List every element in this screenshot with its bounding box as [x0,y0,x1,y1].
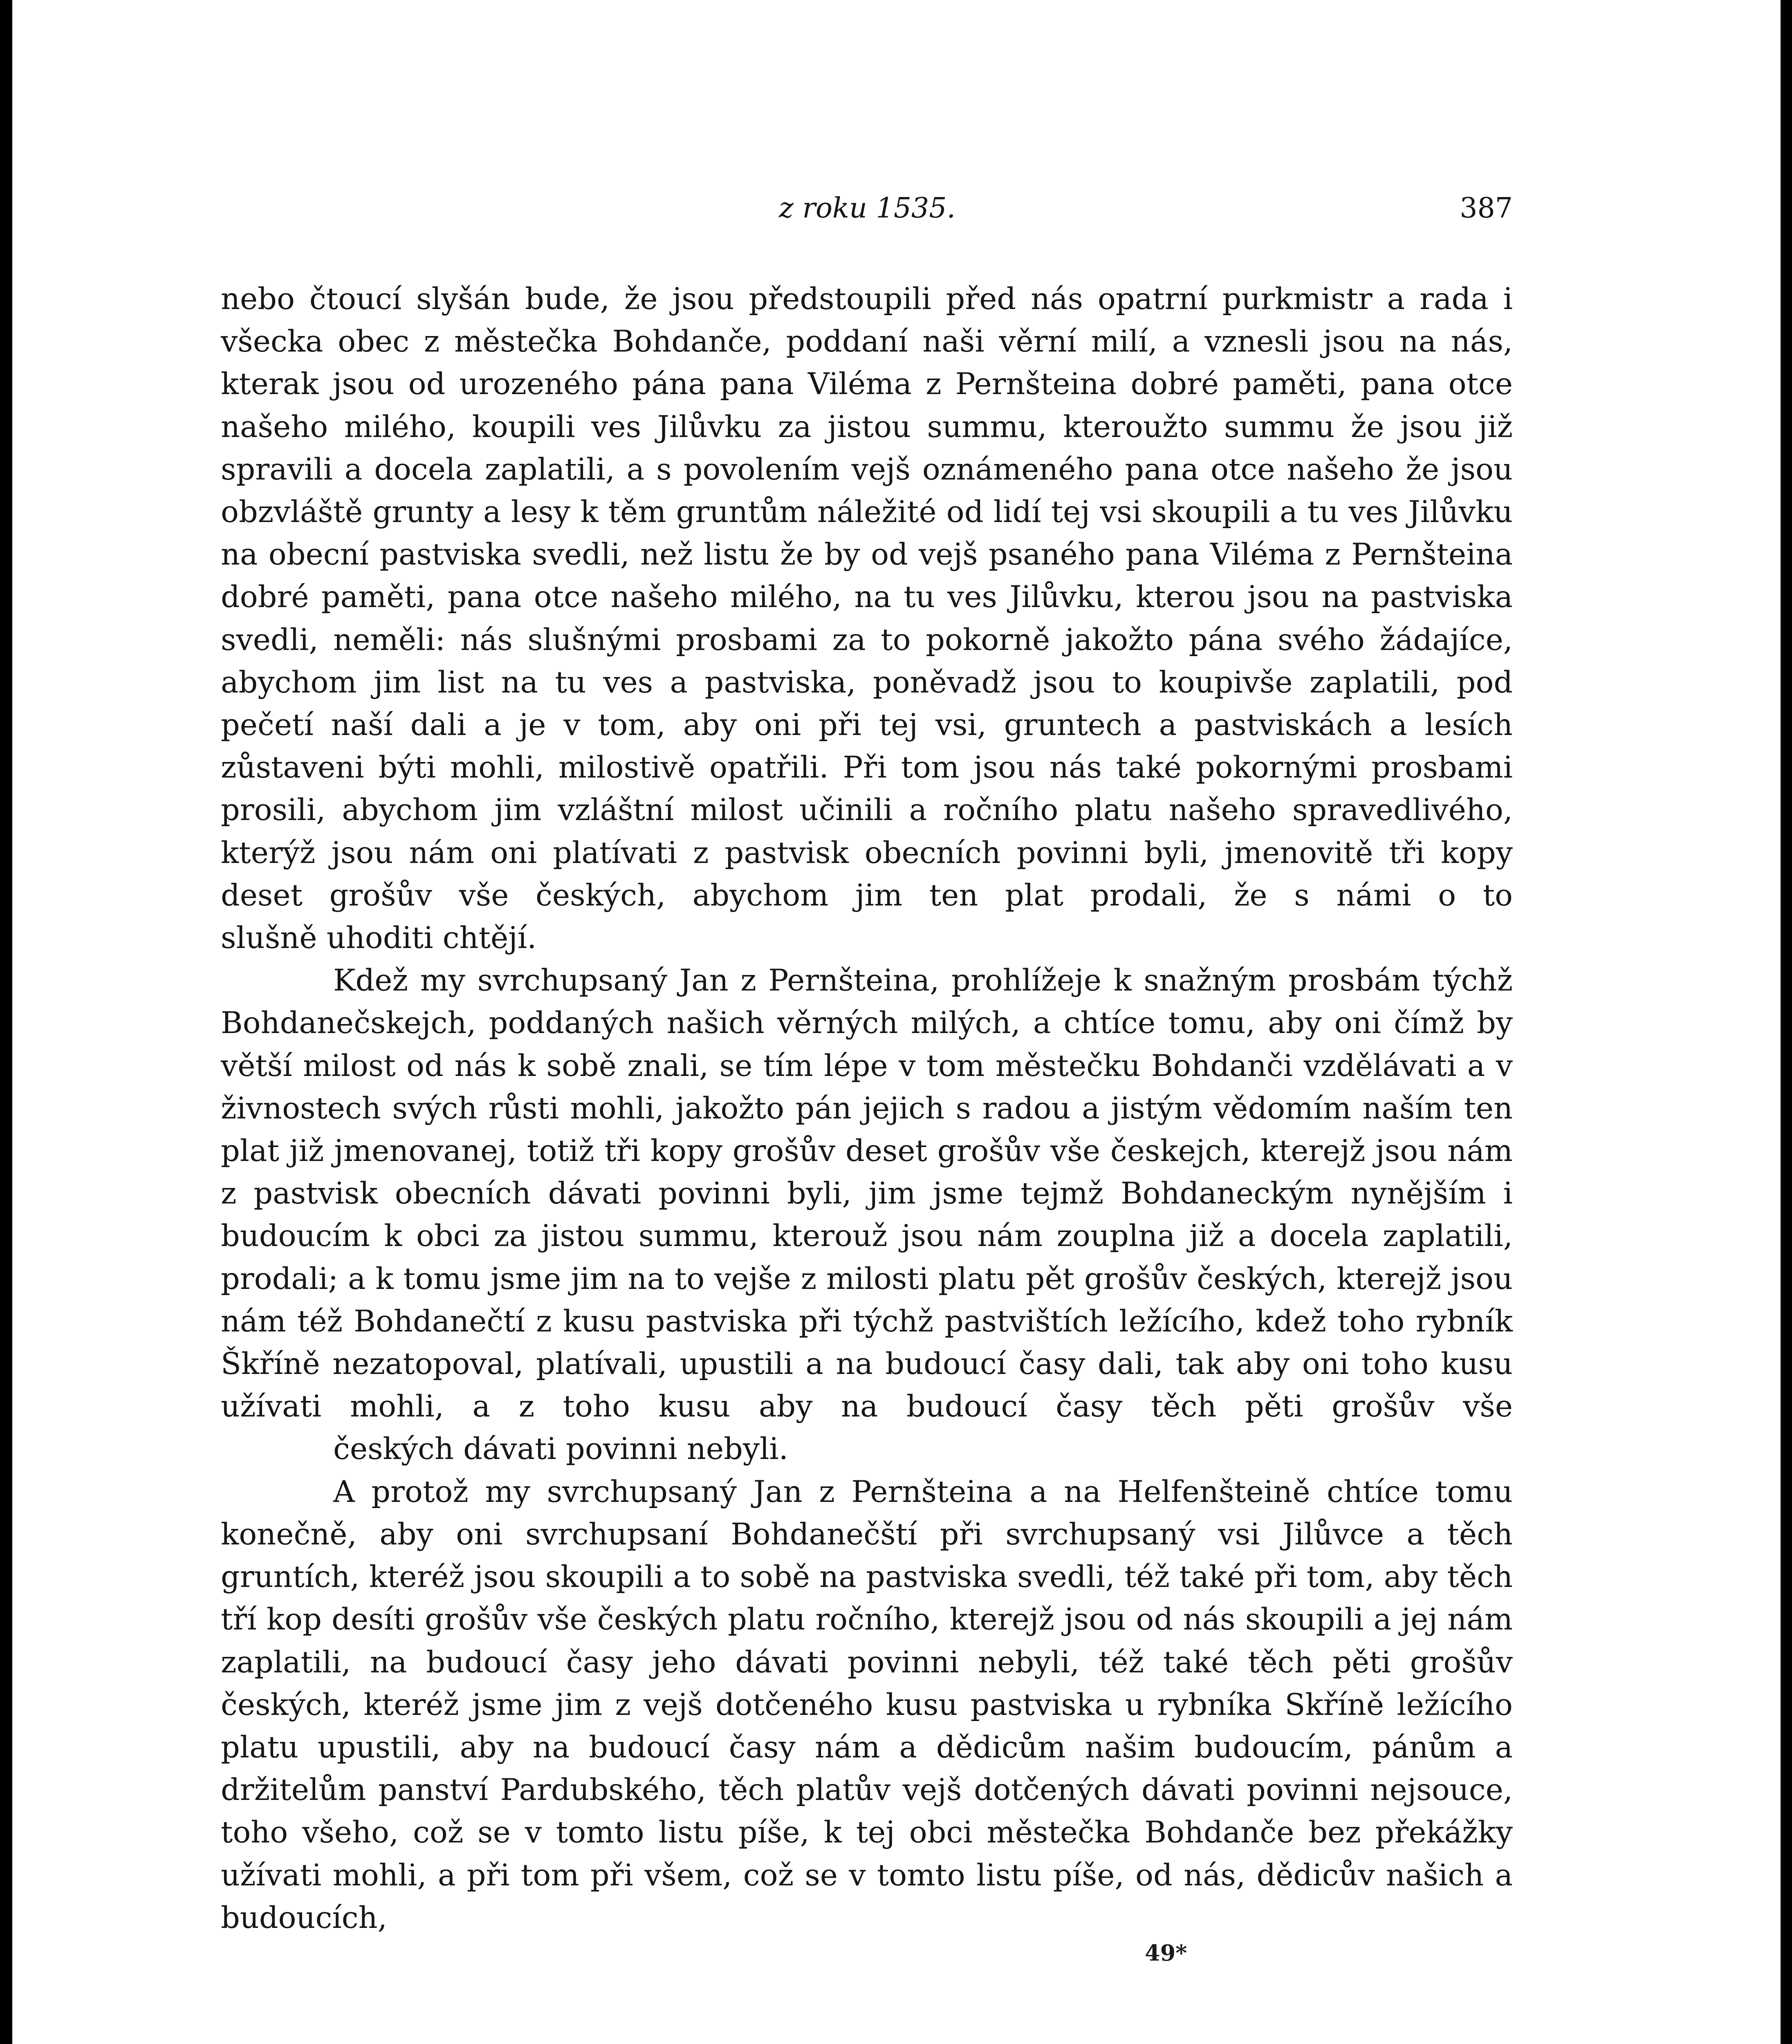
running-header [221,176,1513,233]
page-number: 387 [1460,192,1513,224]
paragraph-2-last-line: českých dávati povinni nebyli. [333,1432,788,1467]
paragraph-1 [221,278,1513,959]
scan-border-right [1781,0,1792,2044]
paragraph-1-last-line: slušně uhoditi chtějí. [221,921,537,956]
paragraph-2 [221,959,1513,1470]
running-title: z roku 1535. [779,192,956,224]
scan-border-left [0,0,12,2044]
document-page [221,176,1513,1939]
paragraph-3-text: A protož my svrchupsaný Jan z Pernšteina a na Helfenšteině chtíce tomu konečně, aby oni svrchupsaní Bohdanečští při svrchupsaný vsi Jilůvce a těch gruntích, kteréž jsou skoupili a to sobě na pastviska svedli, též také při tom, aby těch tří kop desíti grošův vše českých platu ročního, kterejž jsou od nás skoupili a jej nám zaplatili, na budoucí časy jeho dávati povinni nebyli, též také těch pěti grošův českých, kteréž jsme jim z vejš dotčeného kusu pastviska u rybníka Skříně ležícího platu upustili, aby na budoucí časy nám a dědicům našim budoucím, pánům a držitelům panství Pardubského, těch platův vejš dotčených dávati povinni nejsouce, toho všeho, což se v tomto listu píše, k tej obci městečka Bohdanče bez překážky užívati mohli, a při tom při všem, což se v tomto listu píše, od nás, dědicův našich a budoucích, [221,1474,1513,1935]
paragraph-3 [221,1471,1513,1939]
paragraph-1-text: nebo čtoucí slyšán bude, že jsou předstoupili před nás opatrní purkmistr a rada i všecka obec z městečka Bohdanče, poddaní naši věrní milí, a vznesli jsou na nás, kterak jsou od urozeného pána pana Viléma z Pernšteina dobré paměti, pana otce našeho milého, koupili ves Jilůvku za jistou summu, kteroužto summu že jsou již spravili a docela zaplatili, a s povolením vejš oznámeného pana otce našeho že jsou obzvláště grunty a lesy k těm gruntům náležité od lidí tej vsi skoupili a tu ves Jilůvku na obecní pastviska svedli, než listu že by od vejš psaného pana Viléma z Pernšteina dobré paměti, pana otce našeho milého, na tu ves Jilůvku, kterou jsou na pastviska svedli, neměli: nás slušnými prosbami za to pokorně jakožto pána svého žádajíce, abychom jim list na tu ves a pastviska, poněvadž jsou to koupivše zaplatili, pod pečetí naší dali a je v tom, aby oni při tej vsi, gruntech a pastviskách a lesích zůstaveni býti mohli, milostivě opatřili. Při tom jsou nás také pokornými prosbami prosili, abychom jim vzláštní milost učinili a ročního platu našeho spravedlivého, kterýž jsou nám oni platívati z pastvisk obecních povinni byli, jmenovitě tři kopy deset grošův vše českých, abychom jim ten plat prodali, že s námi o to [221,282,1513,913]
paragraph-2-text: Kdež my svrchupsaný Jan z Pernšteina, prohlížeje k snažným prosbám týchž Bohdanečskejch, poddaných našich věrných milých, a chtíce tomu, aby oni čímž by větší milost od nás k sobě znali, se tím lépe v tom městečku Bohdanči vzdělávati a v živnostech svých růsti mohli, jakožto pán jejich s radou a jistým vědomím naším ten plat již jmenovanej, totiž tři kopy grošův deset grošův vše českejch, kterejž jsou nám z pastvisk obecních dávati povinni byli, jim jsme tejmž Bohdaneckým nynějším i budoucím k obci za jistou summu, kterouž jsou nám zouplna již a docela zaplatili, prodali; a k tomu jsme jim na to vejše z milosti platu pět grošův českých, kterejž jsou nám též Bohdanečtí z kusu pastviska při týchž pastvištích ležícího, kdež toho rybník Škříně nezatopoval, platívali, upustili a na budoucí časy dali, tak aby oni toho kusu užívati mohli, a z toho kusu aby na budoucí časy těch pěti grošův vše [221,963,1513,1424]
body-text [221,278,1513,1939]
signature-mark: 49* [1145,1940,1187,1966]
